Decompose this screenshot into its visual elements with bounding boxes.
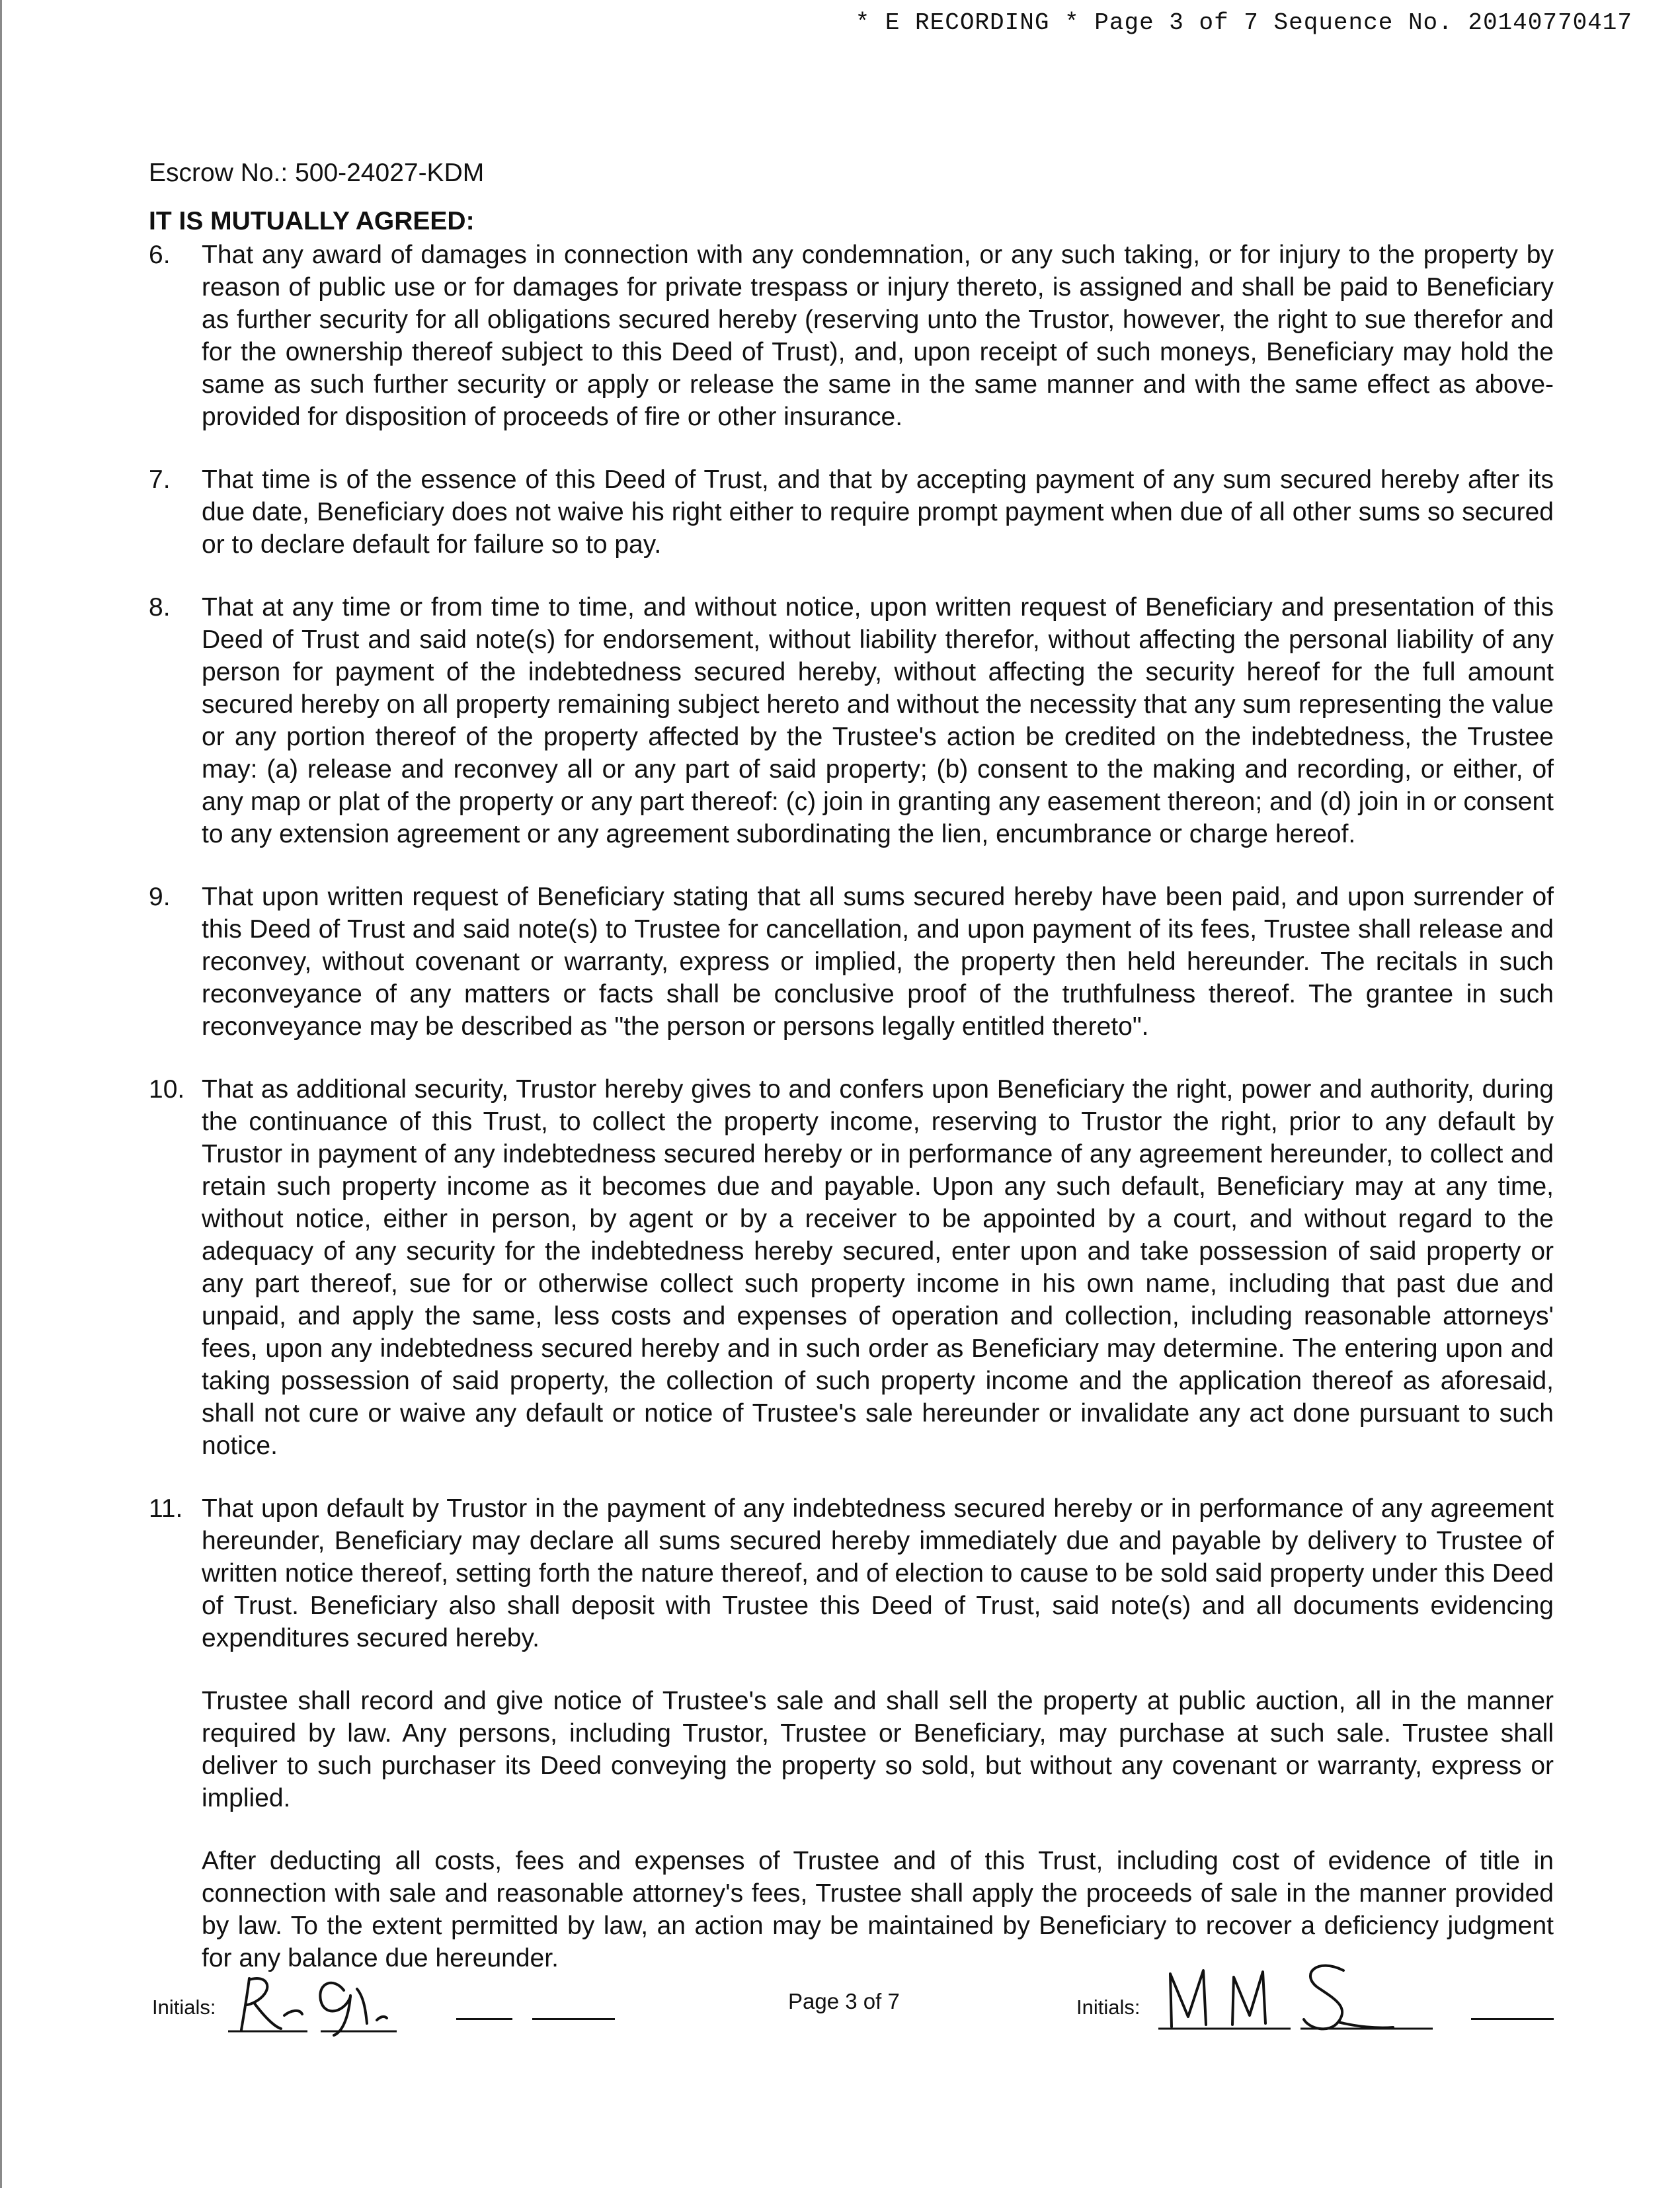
clause-11-trustee-sale: Trustee shall record and give notice of Trustee's sale and shall sell the property at public auction, all in the manner required by law. Any persons, including Trustor, Trustee or Beneficiary, may purchase at such sale. Trustee shall deliver to such purchaser its Deed conveying the property so sold, but without any covenant or warranty, express or implied. xyxy=(202,1687,1554,1812)
right-handwritten-initials xyxy=(1158,1951,1443,2037)
initials-blank-line xyxy=(1471,2018,1554,2020)
clause-text: That upon default by Trustor in the payment of any indebtedness secured hereby or in performance of any agreement hereunder, Beneficiary may declare all sums secured hereby immediately due and payable by delivery to Trustee of written notice thereof, setting forth the nature thereof, and of election to cause to be sold said property under this Deed of Trust. Beneficiary also shall deposit with Trustee this Deed of Trust, said note(s) and all documents evidencing expenditures secured hereby. xyxy=(202,1494,1554,1652)
page-number: Page 3 of 7 xyxy=(788,1989,900,2013)
clause-number: 8. xyxy=(149,593,171,622)
clause-11-proceeds: After deducting all costs, fees and expenses of Trustee and of this Trust, including cost of evidence of title in connection with sale and reasonable attorney's fees, Trustee shall apply the proceeds of sale in the manner provided by law. To the extent permitted by law, an action may be maintained by Beneficiary to recover a deficiency judgment for any balance due hereunder. xyxy=(202,1847,1554,1972)
section-heading: IT IS MUTUALLY AGREED: xyxy=(149,207,475,235)
document-body xyxy=(149,205,1554,1974)
clause-7 xyxy=(149,464,1554,561)
initials-left-label: Initials: xyxy=(152,1996,216,2019)
clause-6 xyxy=(149,239,1554,433)
initials-blank-line xyxy=(532,2018,615,2020)
clause-text: That as additional security, Trustor hereby gives to and confers upon Beneficiary the right, power and authority, during the continuance of this Trust, to collect the property income, reserving to Trustor the right, prior to any default by Trustor in payment of any indebtedness secured hereby or in performance of any agreement hereunder, to collect and retain such property income as it becomes due and payable. Upon any such default, Beneficiary may at any time, without notice, either in person, by agent or by a receiver to be appointed by a court, and without regard to the adequacy of any security for the indebtedness hereby secured, enter upon and take possession of said property or any part thereof, sue for or otherwise collect such property income in his own name, including that past due and unpaid, and apply the same, less costs and expenses of operation and collection, including reasonable attorneys' fees, upon any indebtedness secured hereby and in such order as Beneficiary may determine. The entering upon and taking possession of said property, the collection of such property income and the application thereof as aforesaid, shall not cure or waive any default or notice of Trustee's sale hereunder or invalidate any act done pursuant to such notice. xyxy=(202,1075,1554,1460)
clause-text: That time is of the essence of this Deed of Trust, and that by accepting payment of any sum secured hereby after its due date, Beneficiary does not waive his right either to require prompt payment when due of all other sums so secured or to declare default for failure so to pay. xyxy=(202,466,1554,559)
escrow-number xyxy=(149,159,484,188)
clause-number: 10. xyxy=(149,1075,185,1104)
clause-number: 6. xyxy=(149,241,171,269)
clause-text: That at any time or from time to time, and without notice, upon written request of Beneficiary and presentation of this Deed of Trust and said note(s) for endorsement, without liability therefor, without affecting the personal liability of any person for payment of the indebtedness secured hereby, without affecting the security hereof for the full amount secured hereby on all property remaining subject hereto and without the necessity that any sum representing the value or any portion thereof of the property affected by the Trustee's action be credited on the indebtedness, the Trustee may: (a) release and reconvey all or any part of said property; (b) consent to the making and recording, or either, of any map or plat of the property or any part thereof: (c) join in granting any easement thereon; and (d) join in or consent to any extension agreement or any agreement subordinating the lien, encumbrance or charge hereof. xyxy=(202,593,1554,848)
clause-number: 7. xyxy=(149,466,171,494)
initials-blank-line xyxy=(456,2018,512,2020)
clause-text: That any award of damages in connection with any condemnation, or any such taking, or for injury to the property by reason of public use or for damages for private trespass or injury thereto, is assigned and shall be paid to Beneficiary as further security for all obligations secured hereby (reserving unto the Trustor, however, the right to sue therefor and for the ownership thereof subject to this Deed of Trust), and, upon receipt of such moneys, Beneficiary may hold the same as such further security or apply or release the same in the same manner and with the same effect as above-provided for disposition of proceeds of fire or other insurance. xyxy=(202,241,1554,431)
recording-header: * E RECORDING * Page 3 of 7 Sequence No. 20140770417 xyxy=(855,9,1632,36)
initials-right-label: Initials: xyxy=(1076,1996,1140,2019)
clause-11 xyxy=(149,1492,1554,1654)
clause-text: That upon written request of Beneficiary stating that all sums secured hereby have been paid, and upon surrender of this Deed of Trust and said note(s) to Trustee for cancellation, and upon payment of its fees, Trustee shall release and reconvey, without covenant or warranty, express or implied, the property then held hereunder. The recitals in such reconveyance of any matters or facts shall be conclusive proof of the truthfulness thereof. The grantee in such reconveyance may be described as "the person or persons legally entitled thereto". xyxy=(202,883,1554,1041)
page-footer xyxy=(0,1970,1680,2050)
escrow-label: Escrow No.: xyxy=(149,159,288,187)
clause-10 xyxy=(149,1073,1554,1462)
clause-number: 9. xyxy=(149,883,171,911)
clause-number: 11. xyxy=(149,1494,183,1523)
escrow-value: 500-24027-KDM xyxy=(295,159,485,187)
scan-edge-line xyxy=(0,0,2,2188)
left-handwritten-initials xyxy=(228,1970,453,2037)
clause-8 xyxy=(149,591,1554,850)
clause-9 xyxy=(149,881,1554,1043)
